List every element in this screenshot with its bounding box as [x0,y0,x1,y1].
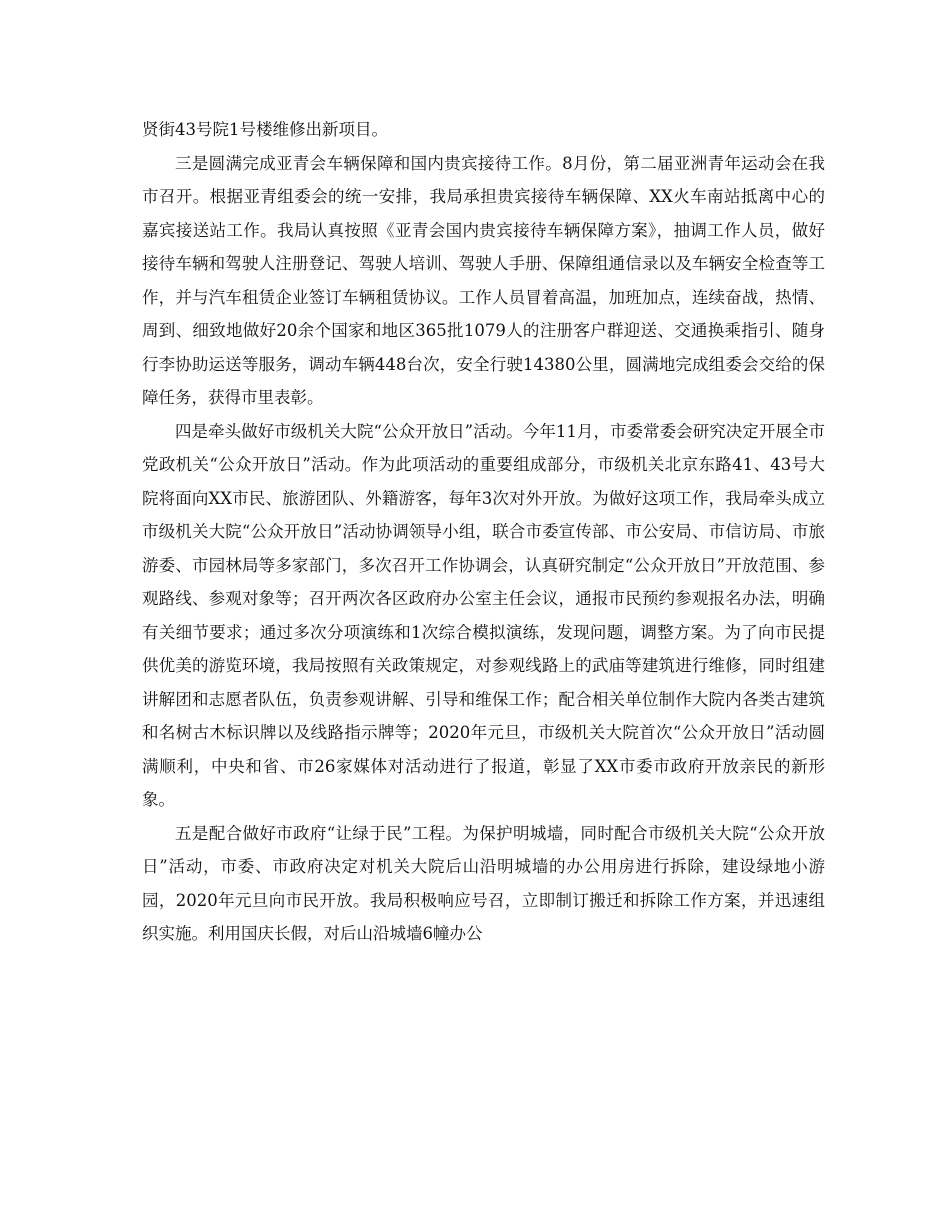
paragraph-3-asian-youth-games: 三是圆满完成亚青会车辆保障和国内贵宾接待工作。8月份，第二届亚洲青年运动会在我市召开。根据亚青组委会的统一安排，我局承担贵宾接待车辆保障、XX火车南站抵离中心的嘉宾接送站工作。我局认真按照《亚青会国内贵宾接待车辆保障方案》，抽调工作人员，做好接待车辆和驾驶人注册登记、驾驶人培训、驾驶人手册、保障组通信录以及车辆安全检查等工作，并与汽车租赁企业签订车辆租赁协议。工作人员冒着高温，加班加点，连续奋战，热情、周到、细致地做好20余个国家和地区365批1079人的注册客户群迎送、交通换乘指引、随身行李协助运送等服务，调动车辆448台次，安全行驶14380公里，圆满地完成组委会交给的保障任务，获得市里表彰。 [142,153,825,407]
document-body [142,113,825,951]
paragraph-5-green-project: 五是配合做好市政府“让绿于民”工程。为保护明城墙，同时配合市级机关大院“公众开放日”活动，市委、市政府决定对机关大院后山沿明城墙的办公用房进行拆除，建设绿地小游园，2020年元旦向市民开放。我局积极响应号召，立即制订搬迁和拆除工作方案，并迅速组织实施。利用国庆长假，对后山沿城墙6幢办公 [142,823,825,943]
paragraph-continuation: 贤街43号院1号楼维修出新项目。 [142,120,388,139]
paragraph-4-public-open-day: 四是牵头做好市级机关大院“公众开放日”活动。今年11月，市委常委会研究决定开展全市党政机关“公众开放日”活动。作为此项活动的重要组成部分，市级机关北京东路41、43号大院将面向XX市民、旅游团队、外籍游客，每年3次对外开放。为做好这项工作，我局牵头成立市级机关大院“公众开放日”活动协调领导小组，联合市委宣传部、市公安局、市信访局、市旅游委、市园林局等多家部门，多次召开工作协调会，认真研究制定“公众开放日”开放范围、参观路线、参观对象等；召开两次各区政府办公室主任会议，通报市民预约参观报名办法，明确有关细节要求；通过多次分项演练和1次综合模拟演练，发现问题，调整方案。为了向市民提供优美的游览环境，我局按照有关政策规定，对参观线路上的武庙等建筑进行维修，同时组建讲解团和志愿者队伍，负责参观讲解、引导和维保工作；配合相关单位制作大院内各类古建筑和名树古木标识牌以及线路指示牌等；2020年元旦，市级机关大院首次“公众开放日”活动圆满顺利，中央和省、市26家媒体对活动进行了报道，彰显了XX市委市政府开放亲民的新形象。 [142,421,825,809]
